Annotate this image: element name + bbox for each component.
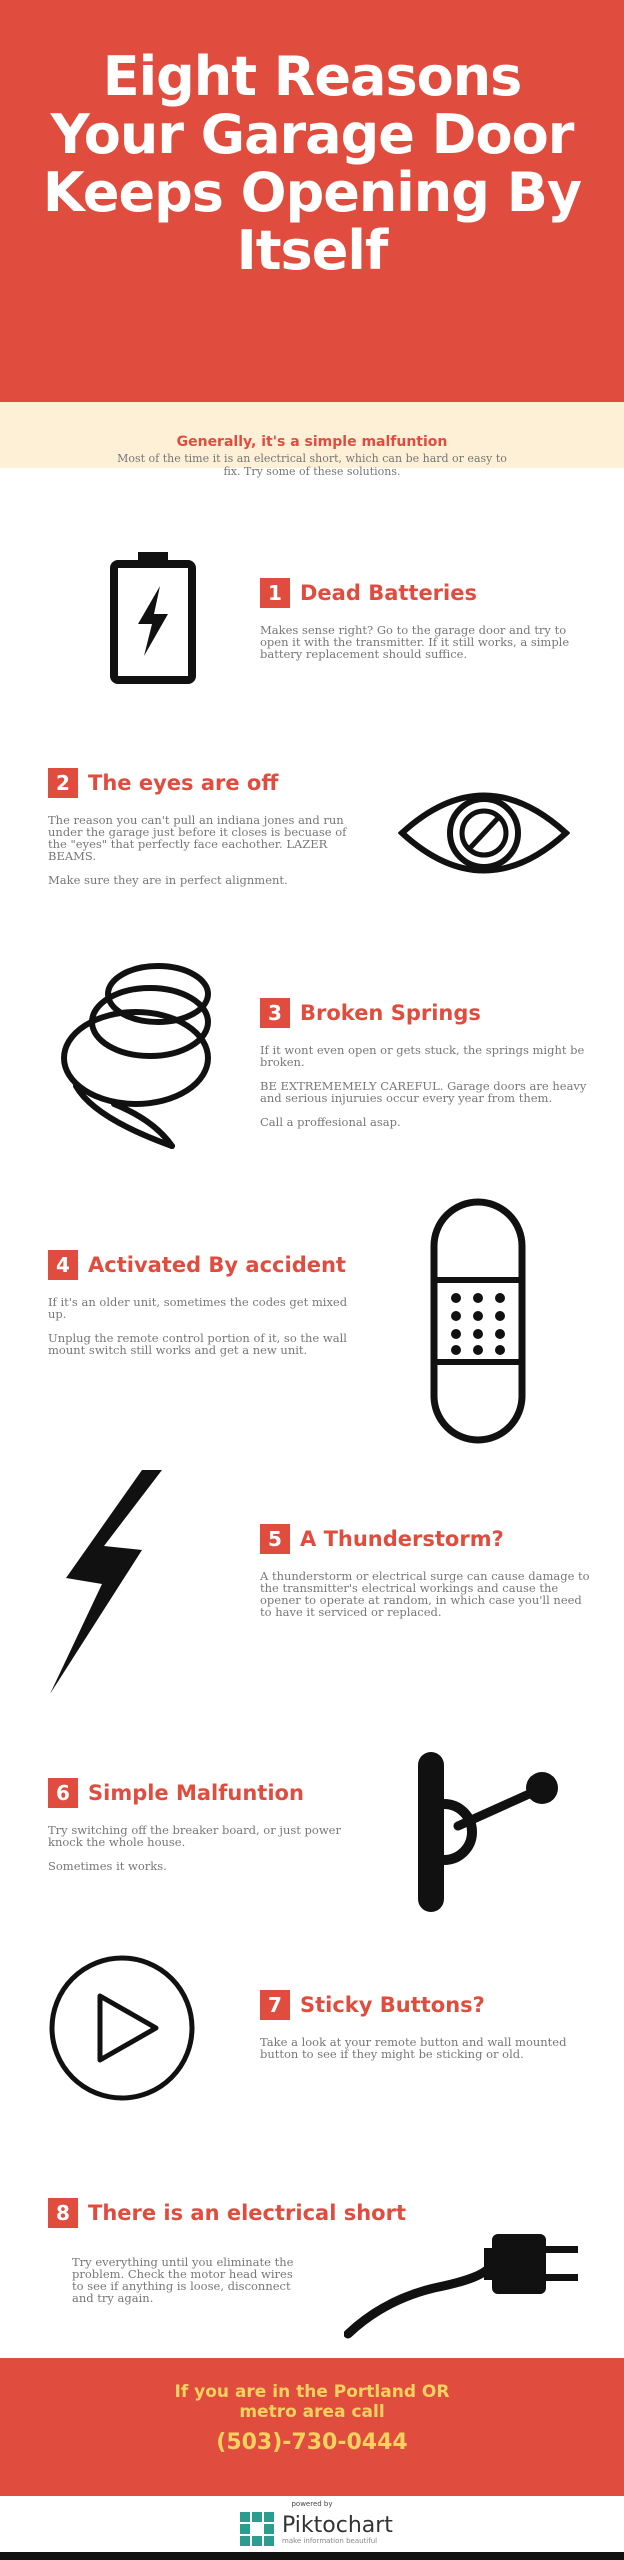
- play-button-icon: [48, 1954, 196, 2102]
- section-title: Dead Batteries: [300, 581, 477, 605]
- plug-icon: [344, 2190, 584, 2340]
- section-number: 5: [260, 1524, 290, 1554]
- section-4: [48, 1250, 368, 1356]
- section-text: BE EXTREMEMELY CAREFUL. Garage doors are heavy and serious injuruies occur every year from them.: [260, 1079, 587, 1105]
- page-title: Eight Reasons Your Garage Door Keeps Opening By Itself: [42, 45, 582, 282]
- intro-band: [0, 402, 624, 478]
- footer-banner: [0, 2358, 624, 2496]
- section-number: 6: [48, 1778, 78, 1808]
- section-text: The reason you can't pull an indiana jones and run under the garage just before it closes is becuase of the "eyes" that perfectly face eachother. LAZER BEAMS.: [48, 813, 347, 863]
- switch-icon: [414, 1750, 564, 1914]
- section-title: A Thunderstorm?: [300, 1527, 504, 1551]
- brand-tagline: make information beautiful: [282, 2537, 378, 2545]
- section-title: Broken Springs: [300, 1001, 481, 1025]
- section-3: [260, 998, 590, 1128]
- section-number: 2: [48, 768, 78, 798]
- section-text: A thunderstorm or electrical surge can cause damage to the transmitter's electrical workings and cause the opener to operate at random, in which case you'll need to have it serviced or replaced.: [260, 1569, 590, 1619]
- section-2: [48, 768, 358, 886]
- section-number: 1: [260, 578, 290, 608]
- footer-line-2: metro area call: [239, 2402, 385, 2422]
- section-title: Activated By accident: [88, 1253, 346, 1277]
- section-text: Make sure they are in perfect alignment.: [48, 873, 288, 887]
- section-text: Take a look at your remote button and wall mounted button to see if they might be sticking or old.: [260, 2035, 567, 2061]
- header-banner: [0, 0, 624, 402]
- section-text: If it wont even open or gets stuck, the springs might be broken.: [260, 1043, 585, 1069]
- section-text: Unplug the remote control portion of it, so the wall mount switch still works and get a new unit.: [48, 1331, 347, 1357]
- section-number: 3: [260, 998, 290, 1028]
- section-number: 4: [48, 1250, 78, 1280]
- section-text: Makes sense right? Go to the garage door and try to open it with the transmitter. If it still works, a simple battery replacement should suffice.: [260, 623, 570, 661]
- spring-icon: [54, 960, 214, 1152]
- intro-text: Most of the time it is an electrical short, which can be hard or easy to fix. Try some of these solutions.: [117, 452, 507, 478]
- section-title: Sticky Buttons?: [300, 1993, 485, 2017]
- section-text: Try everything until you eliminate the problem. Check the motor head wires to see if anything is loose, disconnect and try again.: [72, 2255, 294, 2305]
- section-title: Simple Malfuntion: [88, 1781, 304, 1805]
- bandage-icon: [430, 1198, 526, 1444]
- section-text: If it's an older unit, sometimes the codes get mixed up.: [48, 1295, 348, 1321]
- section-text: Call a proffesional asap.: [260, 1115, 401, 1129]
- section-1: [260, 578, 590, 660]
- footer-callout: [0, 2382, 624, 2422]
- section-6: [48, 1778, 368, 1872]
- section-number: 8: [48, 2198, 78, 2228]
- powered-by-label: powered by: [291, 2500, 333, 2508]
- battery-icon: [108, 550, 198, 684]
- section-text: Try switching off the breaker board, or just power knock the whole house.: [48, 1823, 341, 1849]
- section-title: The eyes are off: [88, 771, 279, 795]
- section-5: [260, 1524, 590, 1618]
- phone-number[interactable]: (503)-730-0444: [216, 2430, 408, 2455]
- piktochart-logo-icon: [240, 2512, 274, 2546]
- intro-title: Generally, it's a simple malfuntion: [176, 434, 448, 450]
- section-text: Sometimes it works.: [48, 1859, 167, 1873]
- section-7: [260, 1990, 590, 2060]
- section-number: 7: [260, 1990, 290, 2020]
- section-title: There is an electrical short: [88, 2201, 406, 2225]
- bottom-bar: [0, 2552, 624, 2560]
- lightning-icon: [46, 1466, 168, 1698]
- footer-line-1: If you are in the Portland OR: [174, 2382, 450, 2402]
- brand-name[interactable]: Piktochart: [282, 2513, 393, 2538]
- eye-icon: [398, 780, 570, 886]
